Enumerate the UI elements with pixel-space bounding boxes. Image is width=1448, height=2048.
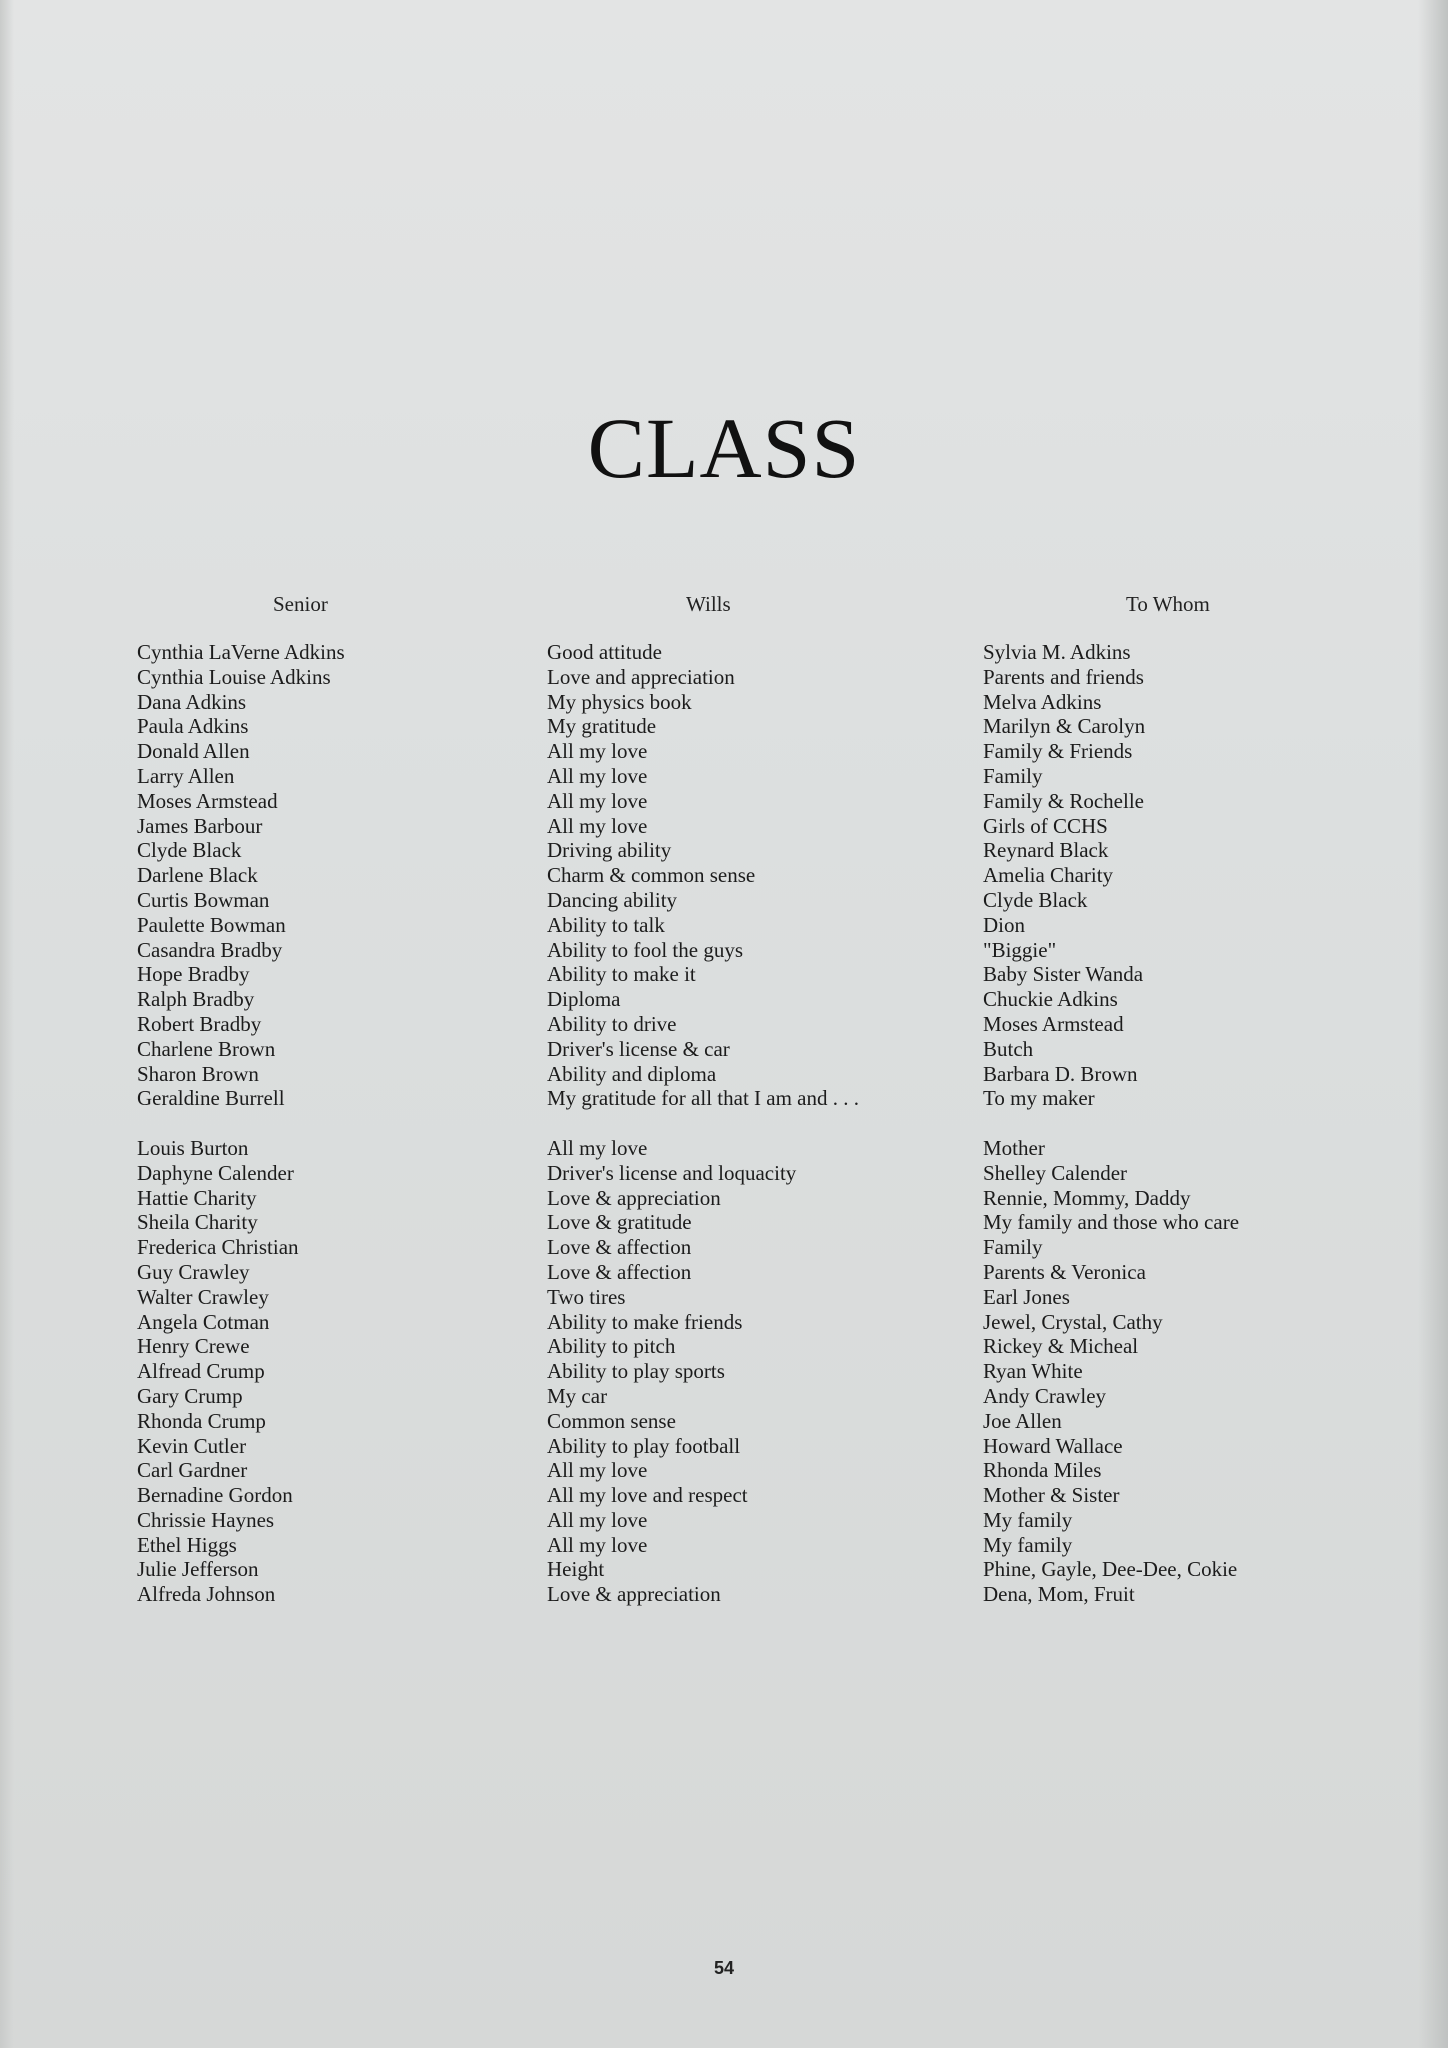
senior-name: Paulette Bowman — [137, 912, 286, 937]
column-header-wills: Wills — [686, 592, 731, 616]
will-text: Height — [547, 1557, 605, 1582]
recipient-name: Earl Jones — [983, 1284, 1070, 1309]
recipient-name: Melva Adkins — [983, 689, 1102, 714]
recipient-name: Rennie, Mommy, Daddy — [983, 1185, 1191, 1210]
will-text: Love & affection — [547, 1235, 692, 1260]
senior-name: Sheila Charity — [137, 1210, 258, 1235]
senior-name: Hope Bradby — [137, 962, 250, 987]
senior-name: Robert Bradby — [137, 1011, 262, 1036]
recipient-name: Parents & Veronica — [983, 1259, 1146, 1284]
will-text: Dancing ability — [547, 887, 678, 912]
recipient-name: My family — [983, 1532, 1073, 1557]
will-text: Common sense — [547, 1408, 676, 1433]
senior-name: Cynthia Louise Adkins — [137, 664, 331, 689]
senior-name: Geraldine Burrell — [137, 1086, 285, 1111]
will-text: All my love — [547, 763, 648, 788]
recipient-name: Joe Allen — [983, 1408, 1062, 1433]
senior-name: Walter Crawley — [137, 1284, 269, 1309]
senior-name: Ralph Bradby — [137, 987, 255, 1012]
senior-name: Paula Adkins — [137, 714, 249, 739]
page-edge-shadow-left — [0, 0, 14, 2048]
will-text: All my love — [547, 1458, 648, 1483]
recipient-name: Parents and friends — [983, 664, 1144, 689]
will-text: Driver's license & car — [547, 1036, 730, 1061]
senior-name: Alfread Crump — [137, 1359, 265, 1384]
recipient-name: Moses Armstead — [983, 1011, 1124, 1036]
senior-name: Guy Crawley — [137, 1259, 250, 1284]
senior-name: Larry Allen — [137, 763, 235, 788]
will-text: Ability to pitch — [547, 1334, 676, 1359]
will-text: Diploma — [547, 987, 621, 1012]
wills-column — [547, 640, 887, 1607]
recipient-name: My family and those who care — [983, 1210, 1240, 1235]
senior-name: Dana Adkins — [137, 689, 247, 714]
senior-name: Kevin Cutler — [137, 1433, 247, 1458]
recipient-name: Family — [983, 1235, 1043, 1260]
recipient-name: Family — [983, 763, 1043, 788]
recipient-name: Mother & Sister — [983, 1483, 1120, 1508]
will-text: All my love — [547, 1135, 648, 1160]
recipient-name: Dion — [983, 912, 1025, 937]
senior-name: Hattie Charity — [137, 1185, 257, 1210]
will-text: All my love — [547, 1507, 648, 1532]
recipient-name: Baby Sister Wanda — [983, 962, 1144, 987]
page-edge-shadow-right — [1418, 0, 1448, 2048]
senior-name: Ethel Higgs — [137, 1532, 237, 1557]
recipient-name: Ryan White — [983, 1359, 1083, 1384]
will-text: Ability to fool the guys — [547, 937, 743, 962]
senior-name: Moses Armstead — [137, 788, 278, 813]
recipient-name: My family — [983, 1507, 1073, 1532]
will-text: All my love — [547, 813, 648, 838]
will-text: Ability to talk — [547, 912, 665, 937]
senior-name: Julie Jefferson — [137, 1557, 259, 1582]
senior-name: Louis Burton — [137, 1135, 249, 1160]
will-text: My physics book — [547, 689, 692, 714]
page-title: CLASS — [587, 400, 861, 496]
senior-name: Rhonda Crump — [137, 1408, 266, 1433]
column-header-to-whom: To Whom — [1126, 592, 1210, 616]
will-text: All my love — [547, 1532, 648, 1557]
column-header-senior: Senior — [273, 592, 328, 616]
senior-name: Donald Allen — [137, 739, 250, 764]
recipient-name: Family & Friends — [983, 739, 1133, 764]
will-text: Love & affection — [547, 1259, 692, 1284]
senior-name: Carl Gardner — [137, 1458, 248, 1483]
recipient-name: Amelia Charity — [983, 863, 1114, 888]
recipient-name: Rickey & Micheal — [983, 1334, 1139, 1359]
recipient-name: Jewel, Crystal, Cathy — [983, 1309, 1163, 1334]
senior-name: Henry Crewe — [137, 1334, 250, 1359]
senior-name: Alfreda Johnson — [137, 1582, 276, 1607]
senior-name: Gary Crump — [137, 1383, 243, 1408]
senior-name: Frederica Christian — [137, 1235, 299, 1260]
will-text: All my love and respect — [547, 1483, 748, 1508]
recipient-name: Marilyn & Carolyn — [983, 714, 1146, 739]
will-text: Ability to play sports — [547, 1359, 725, 1384]
senior-name: Angela Cotman — [137, 1309, 270, 1334]
will-text: Good attitude — [547, 640, 662, 664]
recipient-name: Clyde Black — [983, 887, 1088, 912]
will-text: Love & appreciation — [547, 1185, 721, 1210]
senior-name: Daphyne Calender — [137, 1160, 294, 1185]
recipient-name: Family & Rochelle — [983, 788, 1144, 813]
recipient-name: Howard Wallace — [983, 1433, 1123, 1458]
will-text: Ability and diploma — [547, 1061, 717, 1086]
senior-name: Chrissie Haynes — [137, 1507, 275, 1532]
recipient-name: Dena, Mom, Fruit — [983, 1582, 1135, 1607]
will-text: Ability to drive — [547, 1011, 677, 1036]
senior-name: Cynthia LaVerne Adkins — [137, 640, 345, 664]
recipient-name: Girls of CCHS — [983, 813, 1108, 838]
will-text: Ability to play football — [547, 1433, 741, 1458]
senior-name: Darlene Black — [137, 863, 258, 888]
recipient-name: Chuckie Adkins — [983, 987, 1118, 1012]
recipient-name: Sylvia M. Adkins — [983, 640, 1131, 664]
senior-name: James Barbour — [137, 813, 263, 838]
recipient-name: Rhonda Miles — [983, 1458, 1102, 1483]
recipient-name: Mother — [983, 1135, 1045, 1160]
will-text: My gratitude — [547, 714, 657, 739]
senior-name: Clyde Black — [137, 838, 242, 863]
senior-name: Bernadine Gordon — [137, 1483, 293, 1508]
will-text: Love & gratitude — [547, 1210, 692, 1235]
senior-name: Casandra Bradby — [137, 937, 283, 962]
will-text: My gratitude for all that I am and . . . — [547, 1086, 859, 1111]
will-text: Love and appreciation — [547, 664, 735, 689]
will-text: Two tires — [547, 1284, 626, 1309]
will-text: Charm & common sense — [547, 863, 756, 888]
recipient-name: Butch — [983, 1036, 1034, 1061]
will-text: Ability to make it — [547, 962, 696, 987]
will-text: My car — [547, 1383, 608, 1408]
senior-name: Sharon Brown — [137, 1061, 259, 1086]
page-number: 54 — [713, 1958, 735, 1978]
senior-column — [137, 640, 437, 1607]
recipient-name: Shelley Calender — [983, 1160, 1128, 1185]
recipient-name: "Biggie" — [983, 937, 1057, 962]
recipient-name: To my maker — [983, 1086, 1095, 1111]
will-text: Love & appreciation — [547, 1582, 721, 1607]
recipient-name: Phine, Gayle, Dee-Dee, Cokie — [983, 1557, 1238, 1582]
to-whom-column — [983, 640, 1403, 1607]
senior-name: Charlene Brown — [137, 1036, 276, 1061]
senior-name: Curtis Bowman — [137, 887, 270, 912]
will-text: All my love — [547, 788, 648, 813]
recipient-name: Barbara D. Brown — [983, 1061, 1138, 1086]
will-text: Driving ability — [547, 838, 672, 863]
will-text: Ability to make friends — [547, 1309, 743, 1334]
recipient-name: Andy Crawley — [983, 1383, 1107, 1408]
will-text: All my love — [547, 739, 648, 764]
recipient-name: Reynard Black — [983, 838, 1109, 863]
will-text: Driver's license and loquacity — [547, 1160, 797, 1185]
